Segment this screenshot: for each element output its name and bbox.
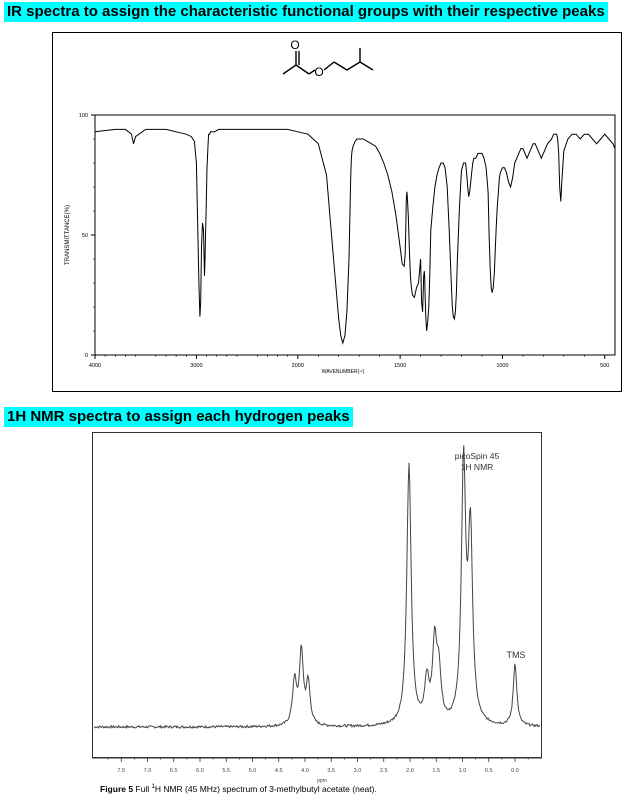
nmr-x-tick-label: 3.0 [353,768,362,774]
ir-x-tick-label: 2000 [291,363,304,369]
ir-section-heading: IR spectra to assign the characteristic functional groups with their respective peaks [4,2,608,22]
nmr-x-tick-label: 6.5 [169,768,178,774]
ir-x-tick-label: 4000 [88,363,102,369]
nmr-x-tick-label: 5.0 [248,768,257,774]
nmr-figure [92,432,542,784]
tms-label: TMS [506,650,526,660]
ir-y-tick-label: 0 [84,353,88,359]
caption-text-post: H NMR (45 MHz) spectrum of 3-methylbutyl acetate (neat). [154,784,377,794]
caption-figure-number: Figure 5 [100,784,134,794]
nmr-chart [92,432,542,784]
nmr-x-tick-label: 0.5 [484,768,493,774]
molecule-oxygen-ester: O [314,65,324,79]
nmr-x-tick-label: 4.0 [301,768,309,774]
nmr-x-tick-label: 5.5 [222,768,231,774]
figure-caption [100,784,377,794]
nmr-x-tick-label: 1.5 [432,768,441,774]
ir-figure [52,32,622,392]
nmr-x-tick-label: 6.0 [196,768,204,774]
ir-y-tick-label: 50 [81,233,88,239]
nmr-plot-frame [93,433,542,758]
nmr-x-tick-label: 0.0 [511,768,519,774]
ir-x-tick-label: 500 [600,363,610,369]
nmr-axis-ticks [108,758,528,774]
ir-x-axis-label: WAVENUMBER(-¹) [321,369,365,375]
ir-x-tick-label: 1000 [496,363,509,369]
nmr-x-tick-label: 2.5 [379,768,388,774]
ir-y-axis-label: TRANSMITTANCE(%) [65,205,71,265]
nmr-nucleus-label: 1H NMR [460,462,494,472]
nmr-x-tick-label: 3.5 [327,768,336,774]
nmr-x-tick-label: 7.0 [143,768,152,774]
ir-x-tick-label: 3000 [190,363,203,369]
caption-text-pre: Full [133,784,152,794]
ir-y-tick-label: 100 [78,113,88,119]
ir-grid [93,139,584,357]
nmr-section-heading: 1H NMR spectra to assign each hydrogen peaks [4,407,353,427]
ir-plot-frame [95,115,615,355]
nmr-instrument-label: picoSpin 45 [454,451,500,461]
nmr-x-tick-label: 4.5 [274,768,283,774]
nmr-x-tick-label: 1.0 [458,768,467,774]
nmr-x-tick-label: 7.5 [117,768,126,774]
ir-spectrum-line [95,129,615,343]
nmr-x-axis-label: ppm [317,778,327,784]
caption-superscript: 1 [151,784,155,791]
nmr-x-tick-label: 2.0 [406,768,414,774]
ir-chart [53,33,621,391]
molecule-oxygen-carbonyl: O [290,38,300,52]
ir-x-tick-label: 1500 [393,363,407,369]
